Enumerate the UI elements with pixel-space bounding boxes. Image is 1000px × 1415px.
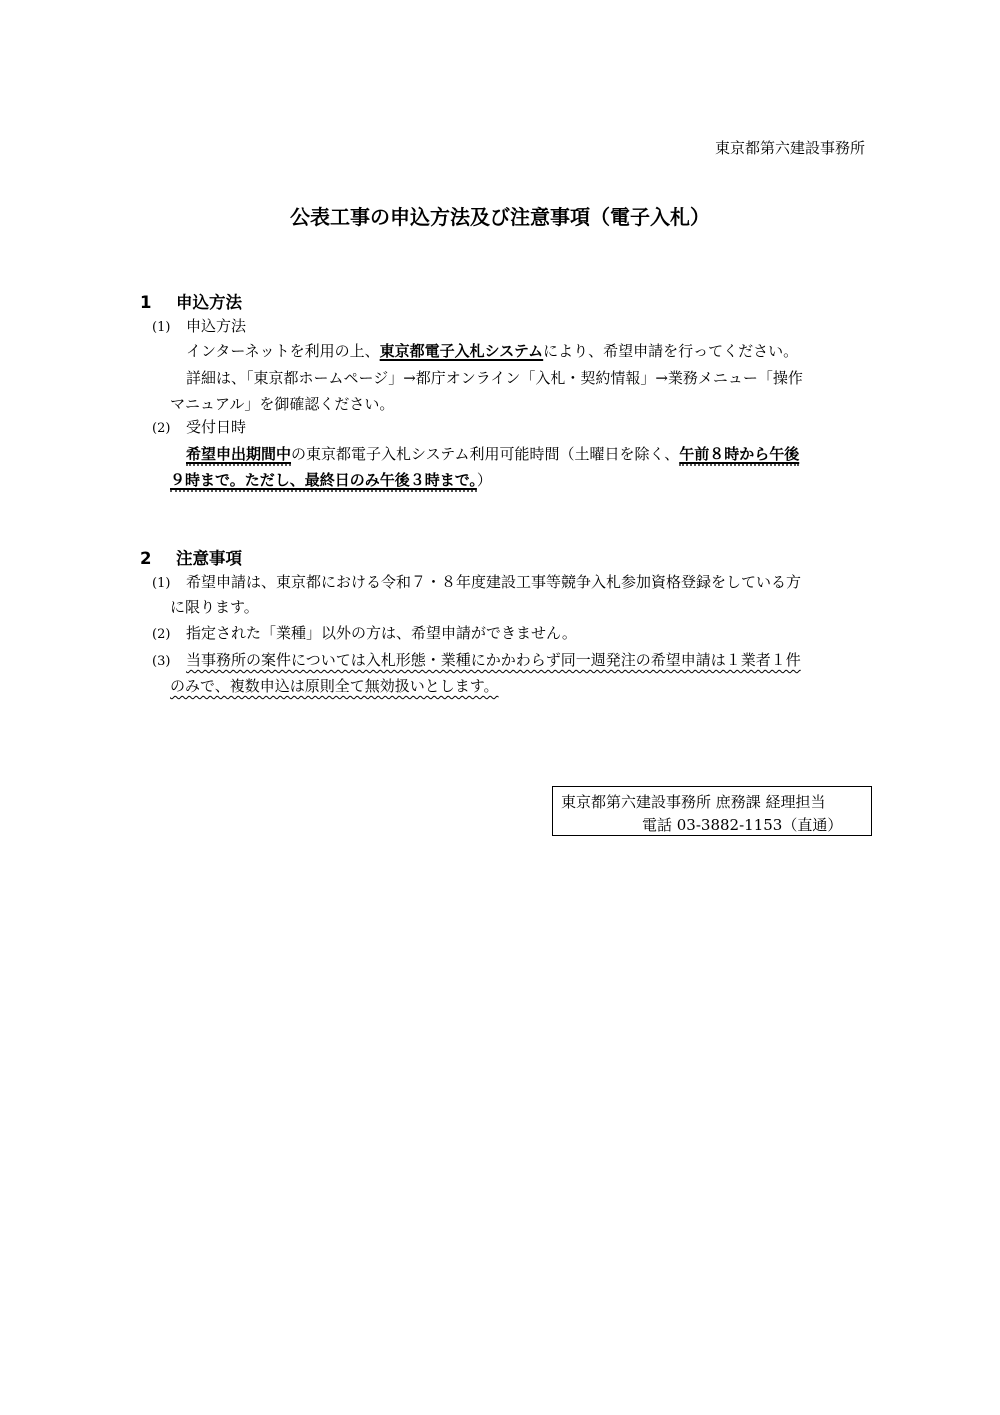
section1-title: 申込方法: [176, 293, 242, 312]
s1-item2-label: 受付日時: [186, 418, 247, 436]
page-title: 公表工事の申込方法及び注意事項（電子入札）: [290, 205, 710, 229]
s2-item3-text: 当事務所の案件については入札形態・業種にかかわらず同一週発注の希望申請は１業者１件: [186, 651, 801, 669]
s2-item2-text: 指定された「業種」以外の方は、希望申請ができません。: [186, 624, 577, 642]
s1-item1-number: (1): [152, 320, 171, 335]
section1-number: 1: [140, 293, 152, 312]
s1-item2-label-line: [152, 417, 246, 439]
s2-item3-line2: [170, 676, 499, 696]
s2-item1-line2: に限ります。: [170, 598, 259, 616]
office-name: 東京都第六建設事務所: [714, 139, 865, 157]
s2-item3-line1: [152, 650, 801, 672]
e-bid-system-emphasis: 東京都電子入札システム: [379, 342, 544, 360]
s1-item2-line1: [186, 444, 799, 464]
s2-item3-text-cont: のみで、複数申込は原則全て無効扱いとします。: [170, 677, 499, 695]
s1-item2-line2: [170, 470, 492, 490]
s2-item2-line1: [152, 623, 577, 645]
hours-emphasis-part2: ９時まで。ただし、最終日のみ午後３時まで。: [170, 471, 477, 492]
section2-title: 注意事項: [176, 549, 242, 568]
s1-item2-number: (2): [152, 421, 171, 436]
s1-item1-label: 申込方法: [186, 317, 247, 335]
s2-item3-number: (3): [152, 654, 171, 669]
s1-item1-line2: 詳細は、「東京都ホームページ」→都庁オンライン「入札・契約情報」→業務メニュー「操作: [186, 369, 803, 387]
s1-item1-line1: [186, 341, 798, 361]
s1-item2-line1-mid: の東京都電子入札システム利用可能時間（土曜日を除く、: [291, 445, 680, 463]
section2-heading: [140, 545, 242, 569]
section2-number: 2: [140, 549, 152, 568]
contact-department: 東京都第六建設事務所 庶務課 経理担当: [561, 793, 826, 811]
s1-item1-line3: マニュアル」を御確認ください。: [170, 395, 395, 413]
s2-item1-number: (1): [152, 576, 171, 591]
s2-item1-text: 希望申請は、東京都における令和７・８年度建設工事等競争入札参加資格登録をしている方: [186, 573, 802, 591]
contact-box: [552, 786, 872, 836]
s1-item2-line2-post: ）: [476, 471, 492, 489]
application-period-emphasis: 希望申出期間中: [186, 445, 291, 466]
s1-item1-label-line: [152, 316, 246, 338]
s2-item1-line1: [152, 572, 801, 594]
section1-heading: [140, 289, 242, 313]
s1-item1-line1-pre: インターネットを利用の上、: [186, 342, 380, 360]
s2-item2-number: (2): [152, 627, 171, 642]
s1-item1-line1-post: により、希望申請を行ってください。: [543, 342, 799, 360]
hours-emphasis-part1: 午前８時から午後: [679, 445, 799, 466]
contact-phone: 電話 03-3882-1153（直通）: [642, 816, 843, 834]
